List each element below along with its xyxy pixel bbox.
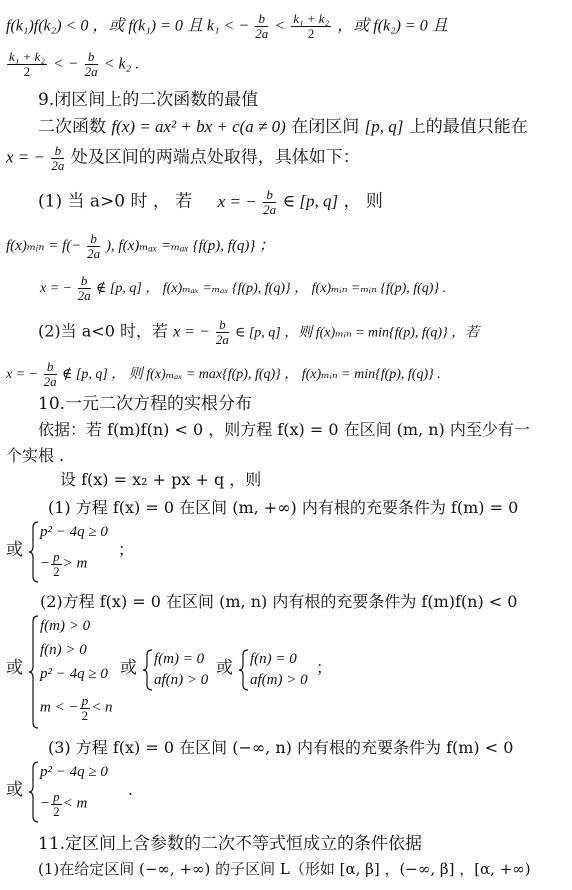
system-row bbox=[40, 550, 87, 578]
condition-2-line: (2)方程 f(x) = 0 在区间 (m, n) 内有根的充要条件为 f(m)f(n) < 0 bbox=[40, 592, 518, 611]
fraction-b-over-2a bbox=[216, 318, 229, 346]
section-10-para-3: 设 f(x) = x₂ + px + q ，则 bbox=[60, 470, 262, 489]
fraction-k1k2-over-2 bbox=[7, 50, 47, 78]
system-row bbox=[40, 694, 112, 722]
formula: f(x)ₘᵢₙ = f(− bbox=[6, 238, 82, 255]
section-10-title: 10.一元二次方程的实根分布 bbox=[38, 394, 253, 414]
fraction-b-over-2a bbox=[87, 232, 100, 260]
system-row: f(n) = 0 bbox=[250, 651, 297, 667]
system-row: f(m) = 0 bbox=[154, 651, 205, 667]
text-segment: − bbox=[40, 555, 51, 572]
fraction-denominator: 2 bbox=[307, 25, 315, 41]
text-segment: ，或 f(k₂) = 0 且 bbox=[337, 17, 448, 35]
formula: ), f(x)ₘₐₓ =ₘₐₓ {f(p), f(q)} ； bbox=[105, 238, 275, 255]
formula: ∉ [p, q] ， f(x)ₘₐₓ =ₘₐₓ {f(p), f(q)} ， f(x)ₘᵢₙ =ₘᵢₙ {f(p), f(q)} . bbox=[96, 281, 447, 297]
text-segment: < − bbox=[52, 55, 79, 73]
formula: f(x) = ax² + bx + c(a ≠ 0) bbox=[111, 117, 286, 136]
text-line-1 bbox=[6, 12, 448, 40]
or-label: 或 bbox=[120, 658, 137, 678]
semicolon: ； bbox=[316, 658, 333, 677]
fraction-numerator: p bbox=[53, 549, 60, 564]
or-label: 或 bbox=[216, 658, 233, 678]
or-label: 或 bbox=[6, 780, 23, 800]
left-brace-icon bbox=[28, 760, 40, 824]
section-11-title: 11.定区间上含参数的二次不等式恒成立的条件依据 bbox=[38, 834, 423, 854]
fraction-numerator: p bbox=[53, 789, 60, 804]
fraction-denominator: 2a bbox=[215, 331, 229, 347]
section-10-para-2: 个实根 . bbox=[6, 446, 65, 465]
system-row: af(m) > 0 bbox=[250, 672, 308, 688]
fraction-denominator: 2a bbox=[43, 373, 57, 389]
section-9-para-1 bbox=[38, 118, 528, 136]
left-brace-icon bbox=[142, 648, 154, 692]
or-label: 或 bbox=[6, 658, 23, 678]
fraction-numerator: b bbox=[78, 274, 91, 289]
text-segment: f(k₁)f(k₂) < 0 ，或 f(k₁) = 0 且 k₁ < − bbox=[6, 17, 250, 35]
text-segment: < n bbox=[91, 699, 113, 716]
condition-2-alt-system-2 bbox=[238, 648, 328, 692]
or-label: 或 bbox=[6, 540, 23, 560]
text-segment: 处及区间的两端点处取得，具体如下： bbox=[70, 147, 360, 168]
system-row: p² − 4q ≥ 0 bbox=[40, 764, 108, 780]
system-row: p² − 4q ≥ 0 bbox=[40, 524, 108, 540]
formula: ∉ [p, q] ， 则 f(x)ₘₐₓ = max{f(p), f(q)} ， f(x)ₘᵢₙ = min{f(p), f(q)} . bbox=[62, 367, 441, 383]
formula: x = − bbox=[173, 323, 210, 341]
text-segment: < bbox=[274, 17, 286, 35]
system-row: f(n) > 0 bbox=[40, 642, 87, 658]
fraction-numerator: b bbox=[44, 360, 57, 375]
section-9-para-2 bbox=[6, 144, 360, 172]
text-segment: ， 则 bbox=[343, 191, 383, 212]
fraction-b-over-2a bbox=[255, 12, 268, 40]
condition-1-line: (1) 方程 f(x) = 0 在区间 (m, +∞) 内有根的充要条件为 f(m) = 0 bbox=[48, 498, 519, 517]
fraction-numerator: b bbox=[51, 144, 64, 159]
left-brace-icon bbox=[28, 614, 40, 730]
formula: x = − bbox=[40, 281, 73, 297]
fraction-denominator: 2a bbox=[84, 63, 98, 79]
formula: [p, q] bbox=[364, 117, 404, 136]
fraction-p-over-2 bbox=[80, 694, 91, 722]
period: . bbox=[128, 780, 134, 799]
fraction-numerator: p bbox=[81, 693, 89, 708]
fraction-denominator: 2a bbox=[263, 201, 277, 217]
fraction-numerator: b bbox=[263, 188, 276, 203]
left-brace-icon bbox=[28, 520, 40, 584]
fraction-numerator: b bbox=[216, 318, 229, 333]
system-row: p² − 4q ≥ 0 bbox=[40, 666, 108, 682]
text-segment: − bbox=[40, 795, 51, 812]
condition-3-line: (3) 方程 f(x) = 0 在区间 (−∞, n) 内有根的充要条件为 f(m) < 0 bbox=[48, 738, 514, 757]
fraction-denominator: 2a bbox=[87, 245, 101, 261]
case-1-line-2 bbox=[6, 232, 274, 260]
formula: ∈ [p, q] ，则 f(x)ₘᵢₙ = min{f(p), f(q)} ，若 bbox=[234, 325, 480, 341]
text-segment: m < − bbox=[40, 699, 79, 716]
text-segment: < m bbox=[62, 795, 88, 812]
section-9-title: 9.闭区间上的二次函数的最值 bbox=[38, 90, 259, 110]
formula: x = − bbox=[6, 367, 39, 383]
system-row: f(m) > 0 bbox=[40, 618, 91, 634]
text-segment: (2)当 a<0 时，若 bbox=[38, 321, 168, 341]
case-1-line-1 bbox=[38, 188, 383, 216]
system-row: af(n) > 0 bbox=[154, 672, 209, 688]
case-2-line-2 bbox=[6, 360, 441, 388]
text-segment: 二次函数 bbox=[38, 117, 106, 137]
left-brace-icon bbox=[238, 648, 250, 692]
text-segment: < k₂ . bbox=[103, 55, 140, 73]
fraction-p-over-2 bbox=[51, 550, 62, 578]
text-segment: 上的最值只能在 bbox=[408, 117, 528, 137]
case-1-line-3 bbox=[40, 274, 446, 302]
text-segment: 在闭区间 bbox=[291, 117, 360, 137]
fraction-b-over-2a bbox=[51, 144, 64, 172]
system-row bbox=[40, 790, 87, 818]
fraction-denominator: 2a bbox=[255, 25, 269, 41]
fraction-b-over-2a bbox=[85, 50, 98, 78]
text-segment: > m bbox=[62, 555, 88, 572]
fraction-numerator: b bbox=[255, 12, 268, 27]
fraction-numerator: b bbox=[85, 50, 98, 65]
text-line-2 bbox=[6, 50, 139, 78]
fraction-b-over-2a bbox=[263, 188, 276, 216]
fraction-numerator: k₁ + k₂ bbox=[293, 11, 330, 26]
fraction-denominator: 2 bbox=[53, 563, 60, 579]
fraction-numerator: k₁ + k₂ bbox=[9, 49, 45, 64]
fraction-b-over-2a bbox=[78, 274, 91, 302]
semicolon: ； bbox=[118, 540, 135, 559]
fraction-p-over-2 bbox=[51, 790, 62, 818]
fraction-k1k2-over-2 bbox=[291, 12, 331, 40]
fraction-denominator: 2a bbox=[77, 287, 91, 303]
formula: x = − bbox=[6, 147, 45, 167]
section-10-para-1: 依据：若 f(m)f(n) < 0 ，则方程 f(x) = 0 在区间 (m, n) 内至少有一 bbox=[38, 420, 530, 439]
fraction-b-over-2a bbox=[44, 360, 57, 388]
formula: ∈ [p, q] bbox=[282, 191, 339, 211]
section-11-para-1: (1)在给定区间 (−∞, +∞) 的子区间 L（形如 [α, β] ，(−∞, β] ，[α, +∞) bbox=[38, 860, 531, 878]
formula: x = − bbox=[217, 191, 257, 211]
case-2-line-1 bbox=[38, 318, 479, 346]
fraction-numerator: b bbox=[87, 232, 100, 247]
fraction-denominator: 2 bbox=[53, 803, 60, 819]
fraction-denominator: 2 bbox=[81, 707, 89, 723]
fraction-denominator: 2 bbox=[23, 63, 31, 79]
text-segment: (1) 当 a>0 时 ， 若 bbox=[38, 191, 193, 212]
fraction-denominator: 2a bbox=[51, 157, 65, 173]
